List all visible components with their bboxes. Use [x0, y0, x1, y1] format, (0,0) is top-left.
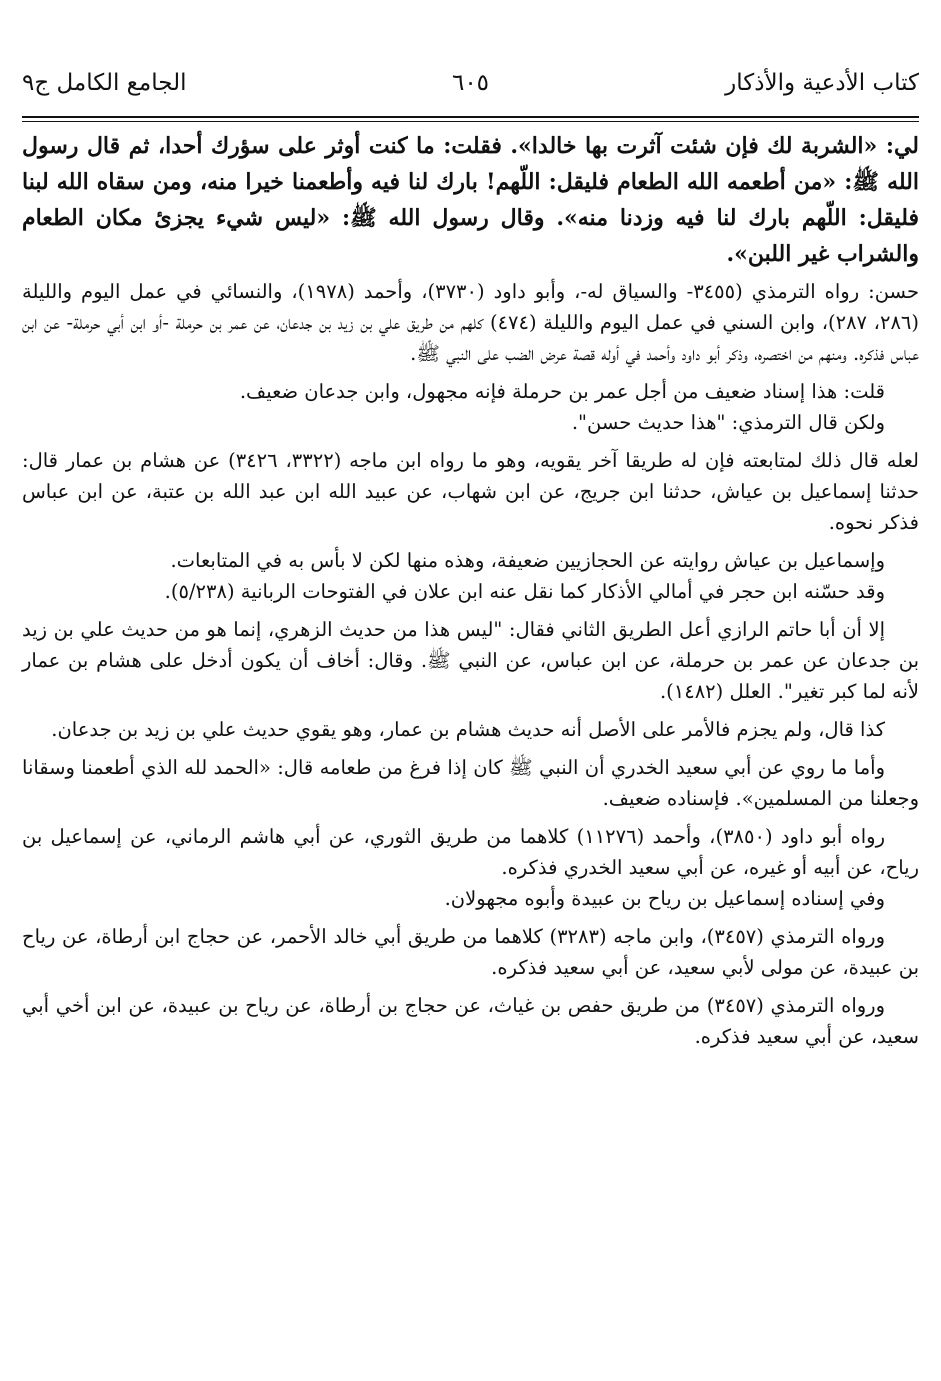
- book-title: كتاب الأدعية والأذكار: [725, 70, 919, 96]
- commentary-paragraph: لعله قال ذلك لمتابعته فإن له طريقا آخر يقويه، وهو ما رواه ابن ماجه (٣٣٢٢، ٣٤٢٦) عن هشام بن عمار قال: حدثنا إسماعيل بن عياش، حدثنا ابن جريج، عن ابن شهاب، عن عبيد الله ابن عبد الله بن عتبة، عن ابن عباس فذكر نحوه.: [22, 449, 919, 534]
- commentary-paragraph: قلت: هذا إسناد ضعيف من أجل عمر بن حرملة فإنه مجهول، وابن جدعان ضعيف.: [239, 380, 885, 403]
- commentary-paragraph: ورواه الترمذي (٣٤٥٧)، وابن ماجه (٣٢٨٣) كلاهما من طريق أبي خالد الأحمر، عن حجاج ابن أرطاة، عن رياح بن عبيدة، عن مولى لأبي سعيد، عن أبي سعيد فذكره.: [22, 925, 919, 979]
- commentary-paragraph: إلا أن أبا حاتم الرازي أعل الطريق الثاني فقال: "ليس هذا من حديث الزهري، إنما هو من حديث علي بن زيد بن جدعان عن عمر بن حرملة، عن ابن عباس، عن النبي ﷺ. وقال: أخاف أن يكون أدخل على هشام بن عمار لأنه لما كبر تغير". العلل (١٤٨٢).: [22, 618, 919, 703]
- commentary-paragraph: وإسماعيل بن عياش روايته عن الحجازيين ضعيفة، وهذه منها لكن لا بأس به في المتابعات.: [170, 549, 885, 572]
- page-body: [22, 128, 919, 1351]
- page-header: [22, 62, 919, 106]
- commentary-paragraph: ورواه الترمذي (٣٤٥٧) من طريق حفص بن غياث، عن حجاج بن أرطاة، عن رياح بن عبيدة، عن ابن أخي أبي سعيد، عن أبي سعيد فذكره.: [22, 994, 919, 1048]
- header-rule: [22, 116, 919, 122]
- commentary-paragraph: وفي إسناده إسماعيل بن رياح بن عبيدة وأبوه مجهولان.: [444, 887, 885, 910]
- hadith-text: لي: «الشربة لك فإن شئت آثرت بها خالدا». فقلت: ما كنت أوثر على سؤرك أحدا، ثم قال رسول الله ﷺ: «من أطعمه الله الطعام فليقل: اللّهم! بارك لنا فيه وأطعمنا خيرا منه، ومن سقاه الله لبنا فليقل: اللّهم بارك لنا فيه وزدنا منه». وقال رسول الله ﷺ: «ليس شيء يجزئ مكان الطعام والشراب غير اللبن».: [22, 133, 919, 267]
- commentary-paragraph: ولكن قال الترمذي: "هذا حديث حسن".: [571, 411, 885, 434]
- commentary-paragraph: وقد حسّنه ابن حجر في أمالي الأذكار كما نقل عنه ابن علان في الفتوحات الربانية (٥/٢٣٨).: [164, 580, 885, 603]
- commentary-paragraph: كذا قال، ولم يجزم فالأمر على الأصل أنه حديث هشام بن عمار، وهو يقوي حديث علي بن زيد بن جدعان.: [51, 718, 885, 741]
- page-number: ٦٠٥: [451, 70, 490, 96]
- commentary-paragraph: وأما ما روي عن أبي سعيد الخدري أن النبي ﷺ كان إذا فرغ من طعامه قال: «الحمد لله الذي أطعمنا وسقانا وجعلنا من المسلمين». فإسناده ضعيف.: [22, 756, 919, 810]
- commentary-paragraph: رواه أبو داود (٣٨٥٠)، وأحمد (١١٢٧٦) كلاهما من طريق الثوري، عن أبي هاشم الرماني، عن إسماعيل بن رياح، عن أبيه أو غيره، عن أبي سعيد الخدري فذكره.: [22, 825, 919, 879]
- commentary-paragraph: حسن: رواه الترمذي (٣٤٥٥- والسياق له-، وأبو داود (٣٧٣٠)، وأحمد (١٩٧٨)، والنسائي في عمل اليوم والليلة (٢٨٦، ٢٨٧)، وابن السني في عمل اليوم والليلة (٤٧٤) كلهم من طريق علي بن زيد بن جدعان، عن عمر بن حرملة -أو ابن أبي حرملة- عن ابن عباس فذكره. ومنهم من اختصره، وذكر أبو داود وأحمد في أوله قصة عرض الضب على النبي ﷺ.: [22, 280, 919, 365]
- series-title: الجامع الكامل ج٩: [22, 70, 187, 96]
